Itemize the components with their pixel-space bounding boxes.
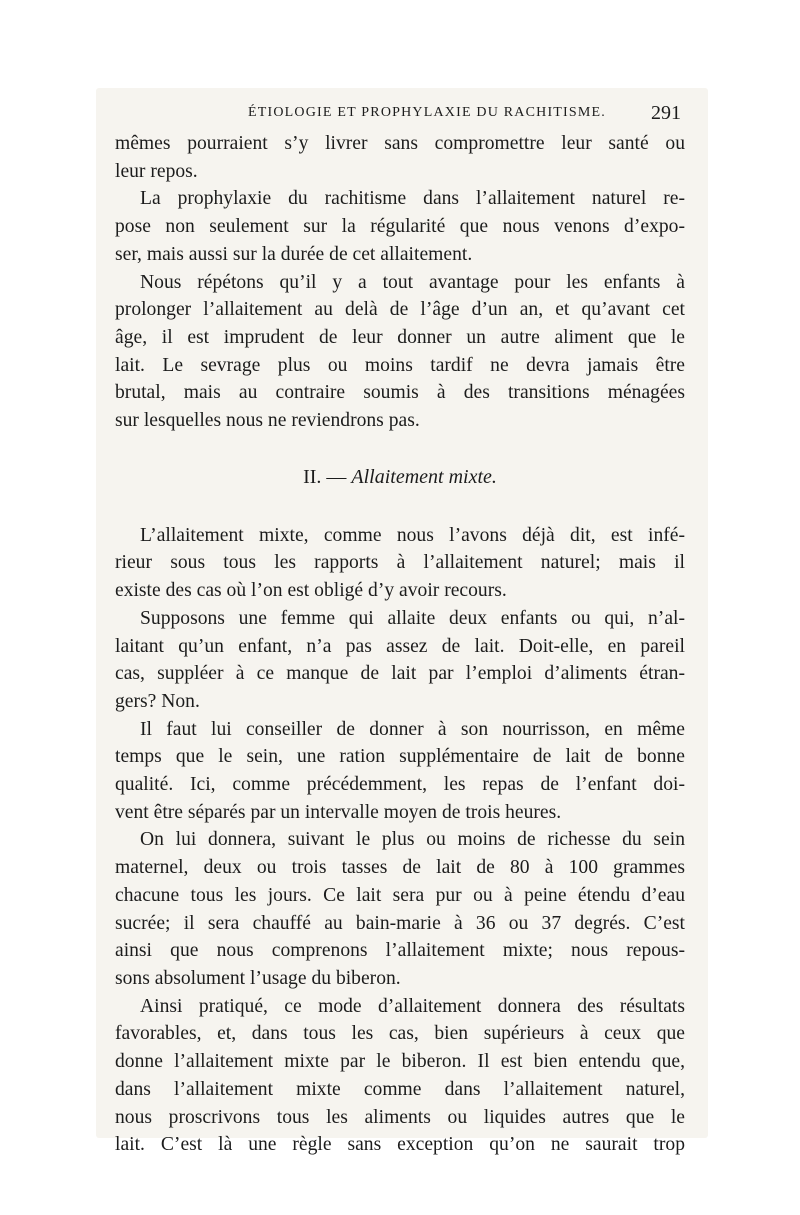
page-number: 291 bbox=[651, 101, 681, 124]
text-line: leur repos. bbox=[115, 160, 198, 182]
text-line: qualité. Ici, comme précédemment, les repas de l’enfant doi- bbox=[115, 774, 685, 796]
text-line: prolonger l’allaitement au delà de l’âge d’un an, et qu’avant cet bbox=[115, 299, 685, 321]
text-line: Il faut lui conseiller de donner à son nourrisson, en même bbox=[140, 718, 685, 740]
text-line: La prophylaxie du rachitisme dans l’allaitement naturel re- bbox=[140, 188, 685, 210]
text-line: pose non seulement sur la régularité que nous venons d’expo- bbox=[115, 216, 685, 238]
text-line: lait. C’est là une règle sans exception qu’on ne saurait trop bbox=[115, 1134, 685, 1156]
text-line: mêmes pourraient s’y livrer sans compromettre leur santé ou bbox=[115, 133, 685, 154]
text-line: lait. Le sevrage plus ou moins tardif ne devra jamais être bbox=[115, 354, 685, 376]
section-title: Allaitement mixte. bbox=[351, 465, 497, 488]
paragraph bbox=[115, 993, 685, 1159]
text-line: temps que le sein, une ration supplémentaire de lait de bonne bbox=[115, 746, 685, 768]
text-line: On lui donnera, suivant le plus ou moins de richesse du sein bbox=[140, 829, 685, 851]
text-line: chacune tous les jours. Ce lait sera pur ou à peine étendu d’eau bbox=[115, 884, 685, 906]
paragraph bbox=[115, 716, 685, 827]
body-text-top bbox=[115, 130, 685, 435]
paragraph bbox=[115, 605, 685, 716]
paragraph bbox=[115, 130, 685, 185]
text-line: L’allaitement mixte, comme nous l’avons déjà dit, est infé- bbox=[140, 524, 685, 546]
text-line: nous proscrivons tous les aliments ou liquides autres que le bbox=[115, 1106, 685, 1128]
running-head bbox=[115, 96, 685, 130]
paragraph bbox=[115, 826, 685, 992]
paragraph bbox=[115, 522, 685, 605]
text-line: ser, mais aussi sur la durée de cet allaitement. bbox=[115, 243, 473, 265]
text-line: Ainsi pratiqué, ce mode d’allaitement donnera des résultats bbox=[140, 995, 685, 1017]
text-line: cas, suppléer à ce manque de lait par l’emploi d’aliments étran- bbox=[115, 663, 685, 685]
body-text-bottom bbox=[115, 522, 685, 1159]
text-block bbox=[115, 96, 685, 1159]
text-line: favorables, et, dans tous les cas, bien supérieurs à ceux que bbox=[115, 1023, 685, 1045]
paragraph bbox=[115, 185, 685, 268]
section-number: II. — bbox=[303, 465, 347, 488]
text-line: Supposons une femme qui allaite deux enfants ou qui, n’al- bbox=[140, 607, 685, 629]
text-line: donne l’allaitement mixte par le biberon. Il est bien entendu que, bbox=[115, 1051, 685, 1073]
text-line: brutal, mais au contraire soumis à des transitions ménagées bbox=[115, 382, 685, 404]
text-line: laitant qu’un enfant, n’a pas assez de lait. Doit-elle, en pareil bbox=[115, 635, 685, 657]
text-line: dans l’allaitement mixte comme dans l’allaitement naturel, bbox=[115, 1078, 685, 1100]
text-line: Nous répétons qu’il y a tout avantage pour les enfants à bbox=[140, 271, 685, 293]
running-title: ÉTIOLOGIE ET PROPHYLAXIE DU RACHITISME. bbox=[247, 105, 607, 120]
text-line: gers? Non. bbox=[115, 690, 200, 712]
text-line: ainsi que nous comprenons l’allaitement mixte; nous repous- bbox=[115, 940, 685, 962]
text-line: maternel, deux ou trois tasses de lait de 80 à 100 grammes bbox=[115, 857, 685, 879]
text-line: âge, il est imprudent de leur donner un autre aliment que le bbox=[115, 326, 685, 348]
text-line: sur lesquelles nous ne reviendrons pas. bbox=[115, 410, 420, 432]
paragraph bbox=[115, 269, 685, 435]
text-line: rieur sous tous les rapports à l’allaitement naturel; mais il bbox=[115, 552, 685, 574]
text-line: sons absolument l’usage du biberon. bbox=[115, 967, 401, 989]
text-line: existe des cas où l’on est obligé d’y avoir recours. bbox=[115, 580, 507, 602]
text-line: sucrée; il sera chauffé au bain-marie à 36 ou 37 degrés. C’est bbox=[115, 912, 685, 934]
text-line: vent être séparés par un intervalle moyen de trois heures. bbox=[115, 801, 562, 823]
section-heading bbox=[115, 466, 685, 489]
